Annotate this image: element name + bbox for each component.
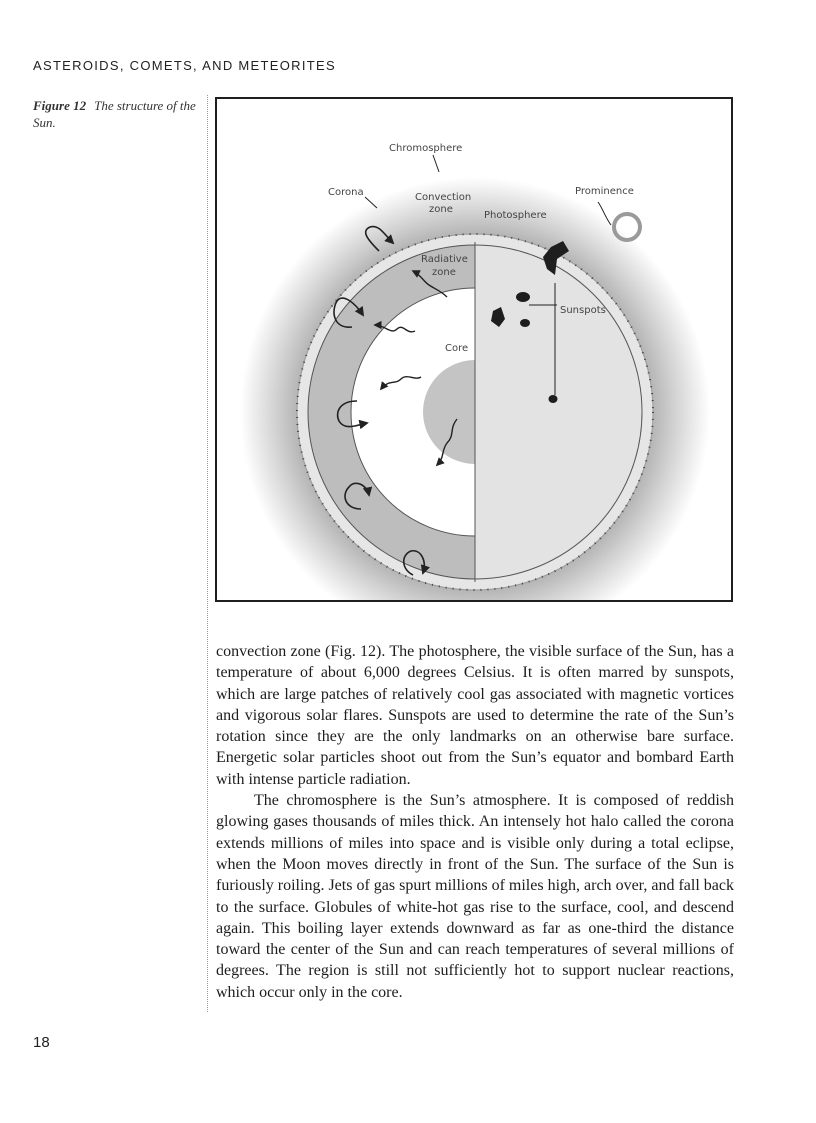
label-chromosphere: Chromosphere (389, 143, 463, 154)
label-radiative-1: Radiative (421, 254, 468, 265)
figure-title: The structure of the Sun. (33, 98, 196, 130)
label-convection-1: Convection (415, 192, 472, 203)
paragraph: convection zone (Fig. 12). The photosphere, the visible surface of the Sun, has a temperature of about 6,000 degrees Celsius. It is often marred by sunspots, which are large patches of relatively cool gas associated with magnetic vortices and vigorous solar flares. Sunspots are used to determine the rate of the Sun’s rotation since they are the only landmarks on an otherwise bare surface. Energetic solar particles shoot out from the Sun’s equator and bombard Earth with intense particle radiation. (216, 643, 734, 788)
sunspot (520, 319, 530, 327)
margin-rule (207, 95, 208, 1012)
label-convection-2: zone (429, 204, 453, 215)
label-prominence: Prominence (575, 186, 634, 197)
sun-structure-figure (215, 97, 733, 602)
running-head: ASTEROIDS, COMETS, AND METEORITES (33, 58, 336, 73)
paragraph: The chromosphere is the Sun’s atmosphere. It is composed of reddish glowing gases thousands of miles thick. An intensely hot halo called the corona extends millions of miles into space and is visible only during a total eclipse, when the Moon moves directly in front of the Sun. The surface of the Sun is furiously roiling. Jets of gas spurt millions of miles high, arch over, and fall back to the surface. Globules of white-hot gas rise to the surface, cool, and descend again. This boiling layer extends downward as far as one-third the distance toward the center of the Sun and can reach temperatures of several millions of degrees. The region is still not sufficiently hot to support nuclear reactions, which occur only in the core. (216, 792, 734, 1001)
sunspot (516, 292, 530, 302)
sunspot (549, 395, 558, 403)
label-photosphere: Photosphere (484, 210, 547, 221)
figure-label: Figure 12 (33, 98, 87, 113)
sun-diagram (217, 99, 731, 600)
page-number: 18 (33, 1034, 50, 1051)
label-core: Core (445, 343, 469, 354)
body-text (216, 641, 734, 1003)
label-radiative-2: zone (432, 267, 456, 278)
label-corona: Corona (328, 187, 364, 198)
figure-caption (33, 97, 198, 131)
label-sunspots: Sunspots (560, 305, 606, 316)
